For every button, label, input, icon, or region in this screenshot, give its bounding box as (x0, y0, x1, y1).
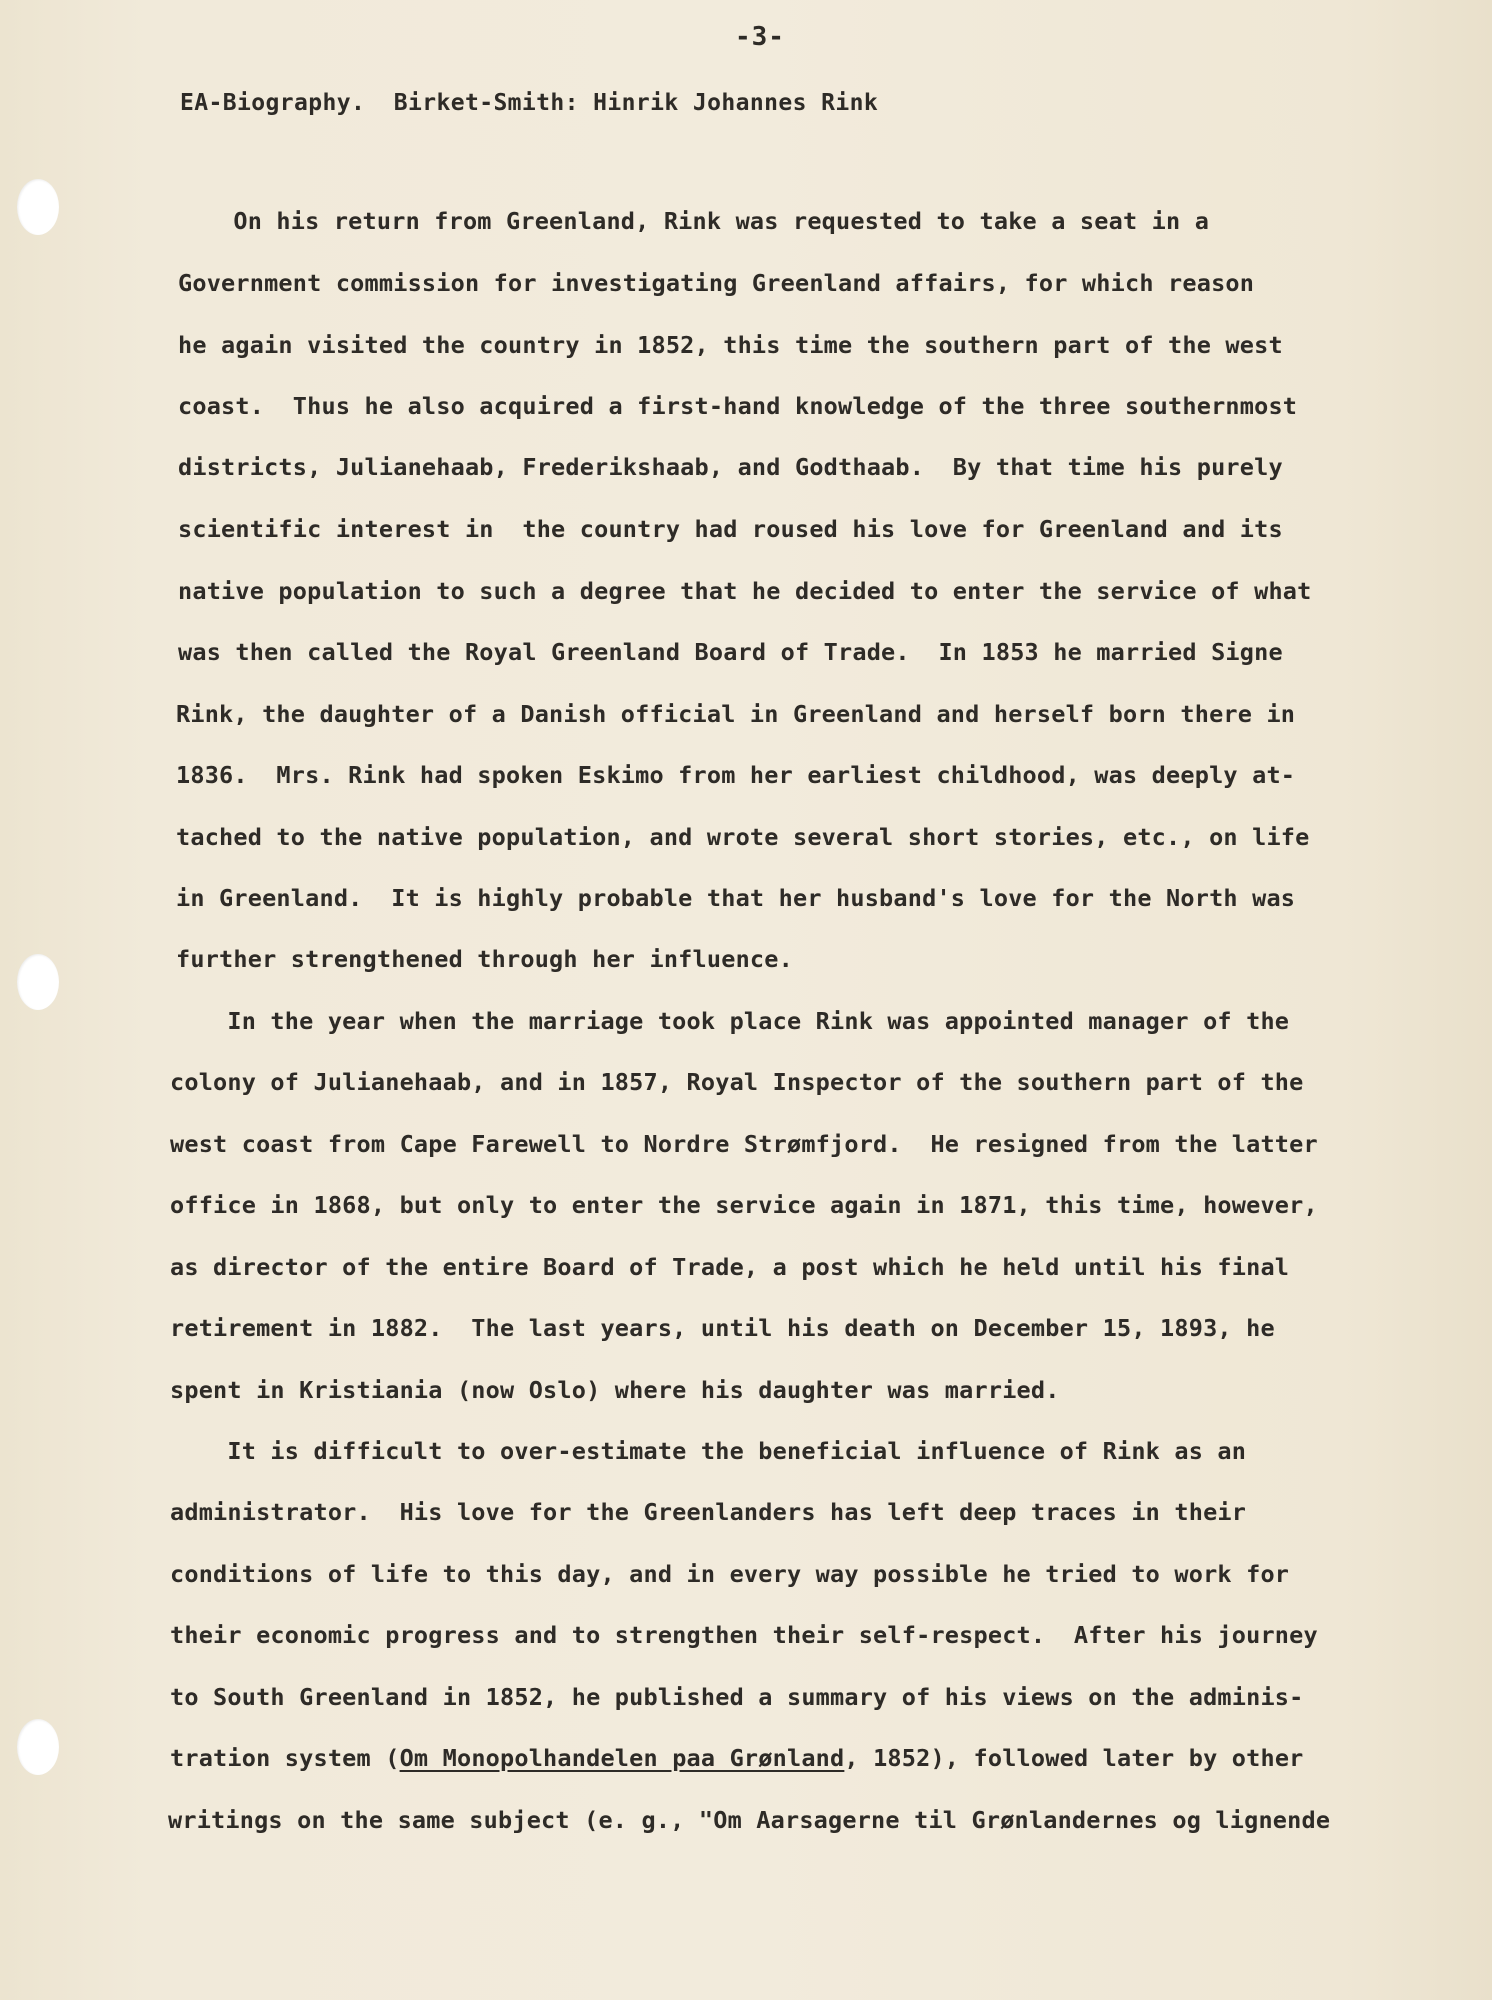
body-text-line: scientific interest in the country had roused his love for Greenland and its (178, 515, 1283, 543)
body-text-line: coast. Thus he also acquired a first-hand knowledge of the three southernmost (178, 392, 1298, 420)
body-text-line: tached to the native population, and wrote several short stories, etc., on life (176, 823, 1310, 851)
punch-hole (17, 954, 59, 1010)
body-text-line: On his return from Greenland, Rink was requested to take a seat in a (176, 207, 1210, 235)
body-text-line: west coast from Cape Farewell to Nordre Strømfjord. He resigned from the latter (170, 1130, 1318, 1158)
body-text-line: administrator. His love for the Greenlanders has left deep traces in their (170, 1498, 1247, 1526)
page-number: -3- (735, 22, 785, 52)
body-text-line: It is difficult to over-estimate the beneficial influence of Rink as an (170, 1437, 1247, 1465)
underlined-book-title: Om Monopolhandelen paa Grønland (399, 1744, 845, 1772)
body-text-line: as director of the entire Board of Trade, a post which he held until his final (170, 1253, 1290, 1281)
body-text-line: he again visited the country in 1852, this time the southern part of the west (178, 331, 1283, 359)
text-segment: , 1852), followed later by other (844, 1744, 1304, 1772)
body-text-line: 1836. Mrs. Rink had spoken Eskimo from her earliest childhood, was deeply at- (176, 761, 1296, 789)
body-text-line: districts, Julianehaab, Frederikshaab, and Godthaab. By that time his purely (178, 453, 1283, 481)
punch-hole (17, 1719, 59, 1775)
body-text-line: In the year when the marriage took place Rink was appointed manager of the (170, 1007, 1290, 1035)
body-text-line: their economic progress and to strengthen their self-respect. After his journey (170, 1621, 1318, 1649)
text-segment: tration system ( (170, 1744, 400, 1772)
punch-hole (17, 179, 59, 235)
body-text-line: was then called the Royal Greenland Board of Trade. In 1853 he married Signe (178, 638, 1283, 666)
body-text-line: colony of Julianehaab, and in 1857, Royal Inspector of the southern part of the (170, 1068, 1304, 1096)
body-text-line: Government commission for investigating Greenland affairs, for which reason (178, 269, 1255, 297)
running-head: EA-Biography. Birket-Smith: Hinrik Johannes Rink (180, 90, 879, 116)
body-text-line: spent in Kristiania (now Oslo) where his daughter was married. (170, 1376, 1060, 1404)
body-text-line (170, 1743, 1304, 1773)
body-text-line: native population to such a degree that he decided to enter the service of what (178, 577, 1312, 605)
body-text-line: office in 1868, but only to enter the service again in 1871, this time, however, (170, 1191, 1318, 1219)
body-text-line: to South Greenland in 1852, he published a summary of his views on the adminis- (170, 1683, 1304, 1711)
body-text-line: writings on the same subject (e. g., "Om Aarsagerne til Grønlandernes og lignende (168, 1806, 1331, 1834)
body-text-line: conditions of life to this day, and in every way possible he tried to work for (170, 1560, 1290, 1588)
body-text-line: Rink, the daughter of a Danish official in Greenland and herself born there in (176, 700, 1296, 728)
body-text-line: further strengthened through her influence. (176, 945, 793, 973)
body-text-line: in Greenland. It is highly probable that her husband's love for the North was (176, 884, 1296, 912)
body-text-line: retirement in 1882. The last years, until his death on December 15, 1893, he (170, 1314, 1275, 1342)
